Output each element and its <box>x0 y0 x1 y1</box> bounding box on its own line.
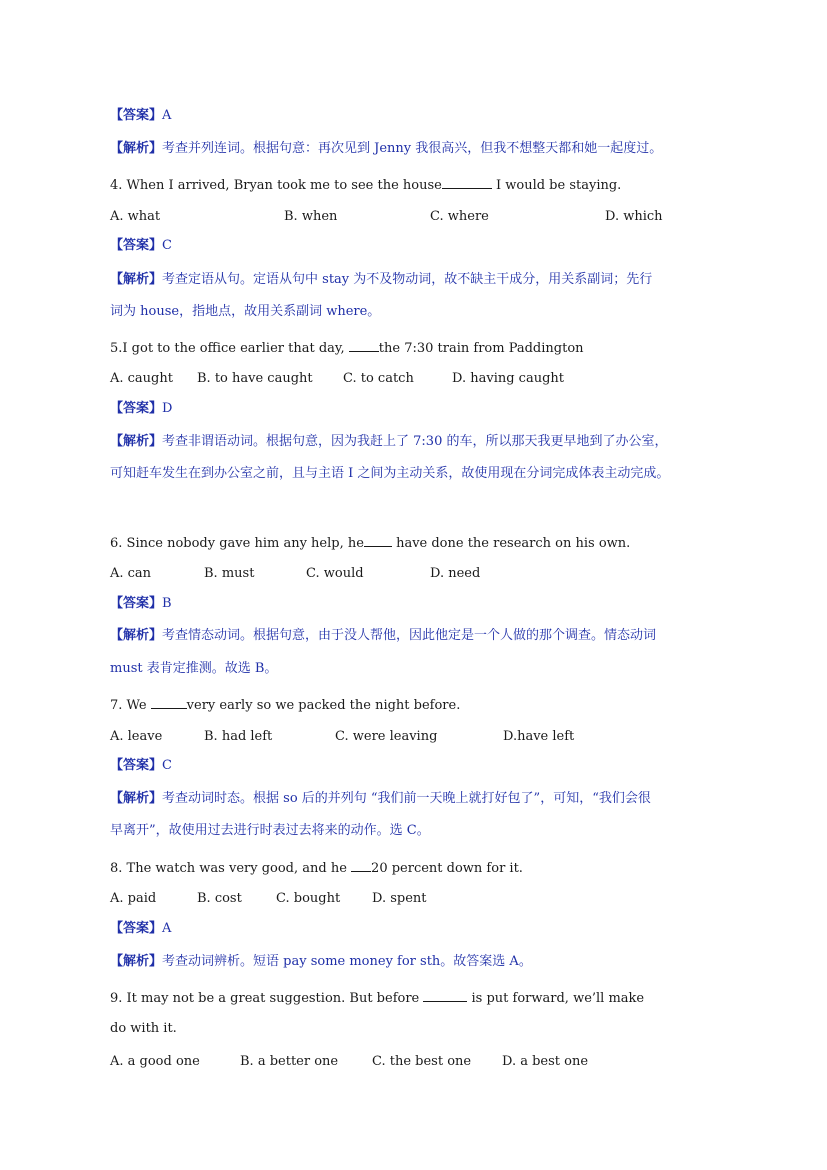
analysis-text: must 表肯定推测。故选 B。 <box>110 661 278 676</box>
question-5 <box>110 338 584 358</box>
question-6 <box>110 533 630 553</box>
question-text-post: the 7:30 train from Paddington <box>378 341 584 356</box>
analysis-tag: 【解析】 <box>110 954 163 969</box>
options-7 <box>110 728 710 746</box>
analysis-text: 考查情态动词。根据句意，由于没人帮他，因此他定是一个人做的那个调查。情态动词 <box>162 628 657 643</box>
option-a: A. leave <box>110 729 163 744</box>
analysis-line <box>110 627 656 645</box>
answer-tag: 【答案】 <box>110 238 163 253</box>
option-c: C. were leaving <box>335 729 438 744</box>
question-text: 4. When I arrived, Bryan took me to see the house <box>110 178 442 193</box>
option-d: D. having caught <box>452 371 564 386</box>
question-text: do with it. <box>110 1021 177 1036</box>
option-c: C. where <box>430 209 489 224</box>
answer-line <box>110 920 171 938</box>
answer-tag: 【答案】 <box>110 758 163 773</box>
options-6 <box>110 565 710 583</box>
answer-value: A <box>162 108 172 123</box>
analysis-text: 可知赶车发生在到办公室之前，且与主语 I 之间为主动关系，故使用现在分词完成体表主动完成。 <box>110 466 670 481</box>
analysis-line <box>110 271 652 289</box>
question-text: 6. Since nobody gave him any help, he <box>110 536 364 551</box>
question-text: 8. The watch was very good, and he <box>110 861 352 876</box>
answer-blank <box>351 858 371 872</box>
analysis-line-cont <box>110 465 669 483</box>
option-d: D. need <box>430 566 481 581</box>
option-a: A. what <box>110 209 161 224</box>
option-b: B. a better one <box>240 1054 339 1069</box>
option-b: B. when <box>284 209 338 224</box>
option-b: B. cost <box>197 891 242 906</box>
answer-blank <box>423 988 467 1002</box>
question-text-post: have done the research on his own. <box>391 536 631 551</box>
answer-blank <box>349 338 379 352</box>
analysis-line <box>110 953 532 971</box>
analysis-text: 考查定语从句。定语从句中 stay 为不及物动词，故不缺主干成分，用关系副词；先行 <box>162 272 653 287</box>
analysis-tag: 【解析】 <box>110 628 163 643</box>
option-b: B. must <box>204 566 255 581</box>
answer-value: A <box>162 921 172 936</box>
option-d: D.have left <box>503 729 575 744</box>
answer-value: C <box>162 758 172 773</box>
answer-tag: 【答案】 <box>110 401 163 416</box>
option-d: D. spent <box>372 891 427 906</box>
question-9-cont <box>110 1020 177 1038</box>
answer-value: C <box>162 238 172 253</box>
answer-blank <box>364 533 392 547</box>
answer-value: B <box>162 596 172 611</box>
answer-line <box>110 595 172 613</box>
analysis-line <box>110 433 667 451</box>
option-d: D. which <box>605 209 663 224</box>
question-text: 9. It may not be a great suggestion. But before <box>110 991 424 1006</box>
question-text-post: very early so we packed the night before. <box>186 698 461 713</box>
options-5 <box>110 370 710 388</box>
option-a: A. a good one <box>110 1054 200 1069</box>
option-a: A. paid <box>110 891 157 906</box>
question-text-post: I would be staying. <box>491 178 622 193</box>
option-d: D. a best one <box>502 1054 589 1069</box>
options-8 <box>110 890 710 908</box>
answer-line <box>110 107 171 125</box>
option-c: C. bought <box>276 891 341 906</box>
analysis-line <box>110 790 651 808</box>
analysis-line-cont <box>110 660 277 678</box>
answer-blank <box>442 175 492 189</box>
options-4 <box>110 208 710 226</box>
analysis-line-cont <box>110 822 430 840</box>
question-9 <box>110 988 644 1008</box>
answer-line <box>110 400 172 418</box>
option-c: C. would <box>306 566 364 581</box>
option-b: B. had left <box>204 729 273 744</box>
question-text: 7. We <box>110 698 151 713</box>
answer-tag: 【答案】 <box>110 108 163 123</box>
option-c: C. to catch <box>343 371 414 386</box>
analysis-text: 考查并列连词。根据句意：再次见到 Jenny 我很高兴，但我不想整天都和她一起度过。 <box>162 141 663 156</box>
question-4 <box>110 175 621 195</box>
answer-tag: 【答案】 <box>110 596 163 611</box>
question-text-post: 20 percent down for it. <box>371 861 523 876</box>
analysis-tag: 【解析】 <box>110 791 163 806</box>
answer-value: D <box>162 401 173 416</box>
answer-tag: 【答案】 <box>110 921 163 936</box>
answer-blank <box>151 695 187 709</box>
option-b: B. to have caught <box>197 371 313 386</box>
answer-line <box>110 237 172 255</box>
analysis-tag: 【解析】 <box>110 141 163 156</box>
analysis-text: 考查动词辨析。短语 pay some money for sth。故答案选 A。 <box>162 954 532 969</box>
option-a: A. caught <box>110 371 173 386</box>
analysis-tag: 【解析】 <box>110 434 163 449</box>
analysis-line <box>110 140 662 158</box>
analysis-text: 词为 house，指地点，故用关系副词 where。 <box>110 304 381 319</box>
analysis-text: 早离开”，故使用过去进行时表过去将来的动作。选 C。 <box>110 823 430 838</box>
options-9 <box>110 1053 710 1071</box>
analysis-text: 考查非谓语动词。根据句意，因为我赶上了 7:30 的车，所以那天我更早地到了办公室， <box>162 434 668 449</box>
answer-line <box>110 757 172 775</box>
analysis-text: 考查动词时态。根据 so 后的并列句 “我们前一天晚上就打好包了”，可知，“我们会很 <box>162 791 651 806</box>
option-a: A. can <box>110 566 152 581</box>
option-c: C. the best one <box>372 1054 472 1069</box>
analysis-tag: 【解析】 <box>110 272 163 287</box>
question-8 <box>110 858 523 878</box>
question-7 <box>110 695 460 715</box>
analysis-line-cont <box>110 303 380 321</box>
question-text: 5.I got to the office earlier that day, <box>110 341 349 356</box>
question-text-post: is put forward, we’ll make <box>467 991 645 1006</box>
